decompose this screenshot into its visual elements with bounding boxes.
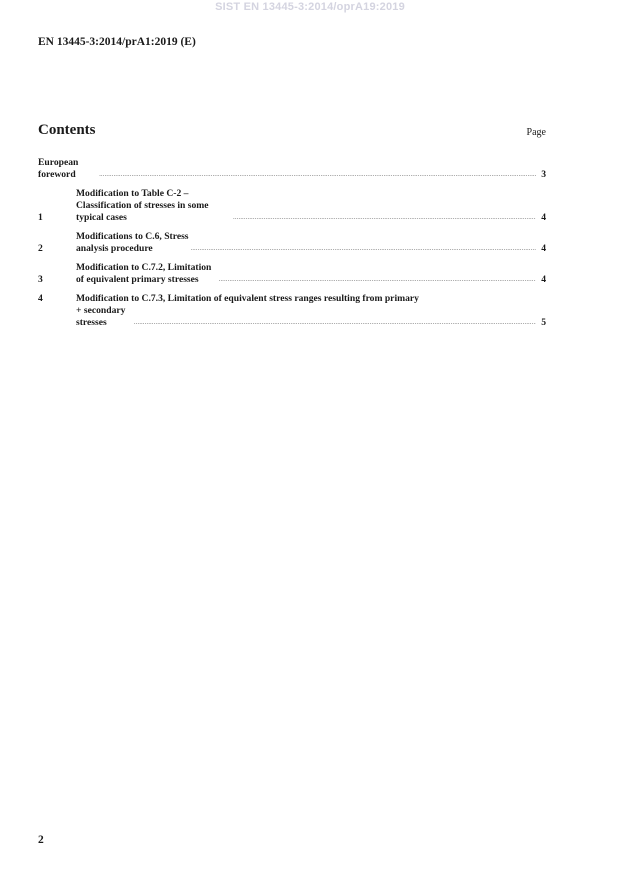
toc-dot-leader (191, 245, 536, 253)
toc-dot-leader (233, 214, 536, 222)
toc-entry-title[interactable]: Modifications to C.6, Stress analysis procedure (76, 231, 189, 254)
toc-entry-page: 3 (541, 169, 546, 180)
toc-entry-title-line1[interactable]: Modification to C.7.3, Limitation of equivalent stress ranges resulting from primary (76, 293, 419, 304)
toc-dot-leader (219, 276, 536, 284)
toc-entry-foreword[interactable] (38, 157, 546, 181)
toc-entry-number: 2 (38, 243, 43, 254)
toc-entry-1[interactable] (38, 188, 546, 224)
toc-dot-leader (99, 171, 536, 179)
toc-entry-number: 3 (38, 274, 43, 285)
toc-entry-2[interactable] (38, 231, 546, 255)
toc-entry-page: 4 (541, 243, 546, 254)
toc-entry-4[interactable] (38, 293, 546, 329)
page-number: 2 (38, 834, 44, 846)
toc-entry-title[interactable]: Modification to C.7.2, Limitation of equivalent primary stresses (76, 262, 212, 285)
contents-title: Contents (38, 122, 96, 138)
document-header: EN 13445-3:2014/prA1:2019 (E) (38, 36, 196, 48)
toc-entry-number: 4 (38, 293, 43, 304)
toc-entry-title-line2[interactable]: + secondary stresses (76, 305, 126, 328)
toc-entry-page: 4 (541, 274, 546, 285)
watermark: SIST EN 13445-3:2014/oprA19:2019 (215, 1, 405, 13)
toc-entry-page: 5 (541, 317, 546, 328)
toc-entry-number: 1 (38, 212, 43, 223)
toc-entry-page: 4 (541, 212, 546, 223)
table-of-contents (38, 157, 546, 336)
page-column-label: Page (526, 127, 546, 138)
toc-dot-leader (134, 319, 536, 327)
toc-entry-title[interactable]: European foreword (38, 157, 79, 180)
toc-entry-title[interactable]: Modification to Table C-2 – Classification of stresses in some typical cases (76, 188, 209, 223)
toc-entry-3[interactable] (38, 262, 546, 286)
